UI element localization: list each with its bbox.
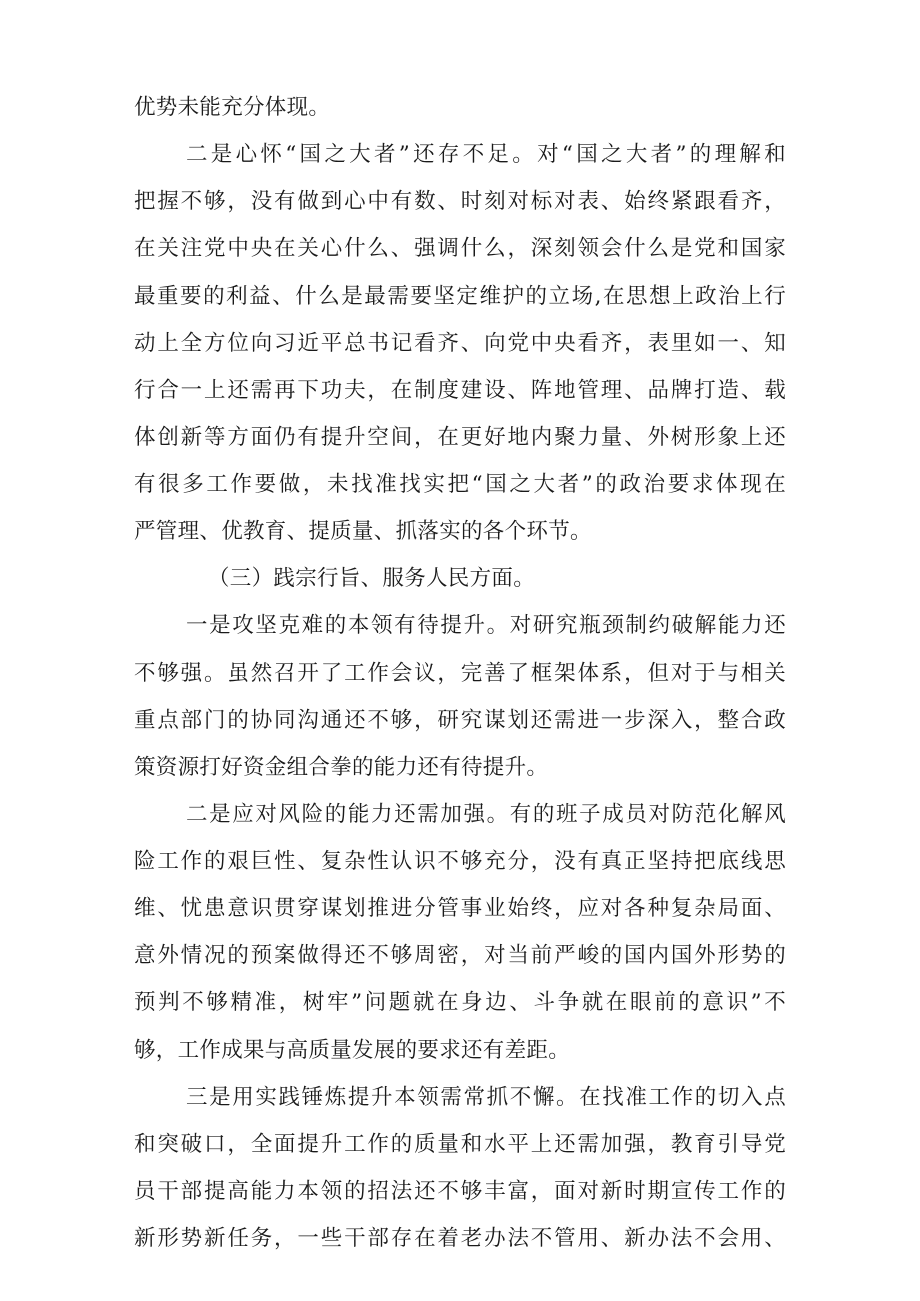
text-line: 和突破口，全面提升工作的质量和水平上还需加强，教育引导党	[134, 1132, 786, 1157]
text-line: 险工作的艰巨性、复杂性认识不够充分，没有真正坚持把底线思	[134, 849, 786, 874]
text-line: 体创新等方面仍有提升空间，在更好地内聚力量、外树形象上还	[134, 425, 786, 450]
text-line: 优势未能充分体现。	[134, 95, 331, 120]
text-line: 新形势新任务，一些干部存在着老办法不管用、新办法不会用、	[134, 1226, 786, 1251]
text-line: 维、忧患意识贯穿谋划推进分管事业始终，应对各种复杂局面、	[134, 896, 786, 921]
text-line: 最重要的利益、什么是最需要坚定维护的立场,在思想上政治上行	[134, 284, 786, 309]
text-line: 员干部提高能力本领的招法还不够丰富，面对新时期宣传工作的	[134, 1179, 786, 1204]
text-line: 把握不够，没有做到心中有数、时刻对标对表、始终紧跟看齐，	[134, 189, 786, 214]
text-line: 意外情况的预案做得还不够周密，对当前严峻的国内国外形势的	[134, 943, 786, 968]
text-line: 在关注党中央在关心什么、强调什么，深刻领会什么是党和国家	[134, 236, 786, 261]
text-line: 动上全方位向习近平总书记看齐、向党中央看齐，表里如一、知	[134, 331, 786, 356]
text-line: 有很多工作要做，未找准找实把“国之大者”的政治要求体现在	[134, 472, 786, 497]
text-line: 一是攻坚克难的本领有待提升。对研究瓶颈制约破解能力还	[186, 613, 786, 638]
section-heading: （三）践宗行旨、服务人民方面。	[208, 566, 536, 591]
text-line: 二是心怀“国之大者”还存不足。对“国之大者”的理解和	[186, 142, 786, 167]
text-line: 行合一上还需再下功夫，在制度建设、阵地管理、品牌打造、载	[134, 378, 786, 403]
text-line: 够，工作成果与高质量发展的要求还有差距。	[134, 1038, 571, 1063]
text-line: 严管理、优教育、提质量、抓落实的各个环节。	[134, 519, 592, 544]
text-line: 二是应对风险的能力还需加强。有的班子成员对防范化解风	[186, 802, 786, 827]
text-line: 重点部门的协同沟通还不够，研究谋划还需进一步深入，整合政	[134, 708, 786, 733]
text-line: 策资源打好资金组合拳的能力还有待提升。	[134, 755, 549, 780]
text-line: 三是用实践锤炼提升本领需常抓不懈。在找准工作的切入点	[186, 1085, 786, 1110]
text-line: 不够强。虽然召开了工作会议，完善了框架体系，但对于与相关	[134, 661, 786, 686]
text-line: 预判不够精准，树牢”问题就在身边、斗争就在眼前的意识”不	[134, 990, 786, 1015]
